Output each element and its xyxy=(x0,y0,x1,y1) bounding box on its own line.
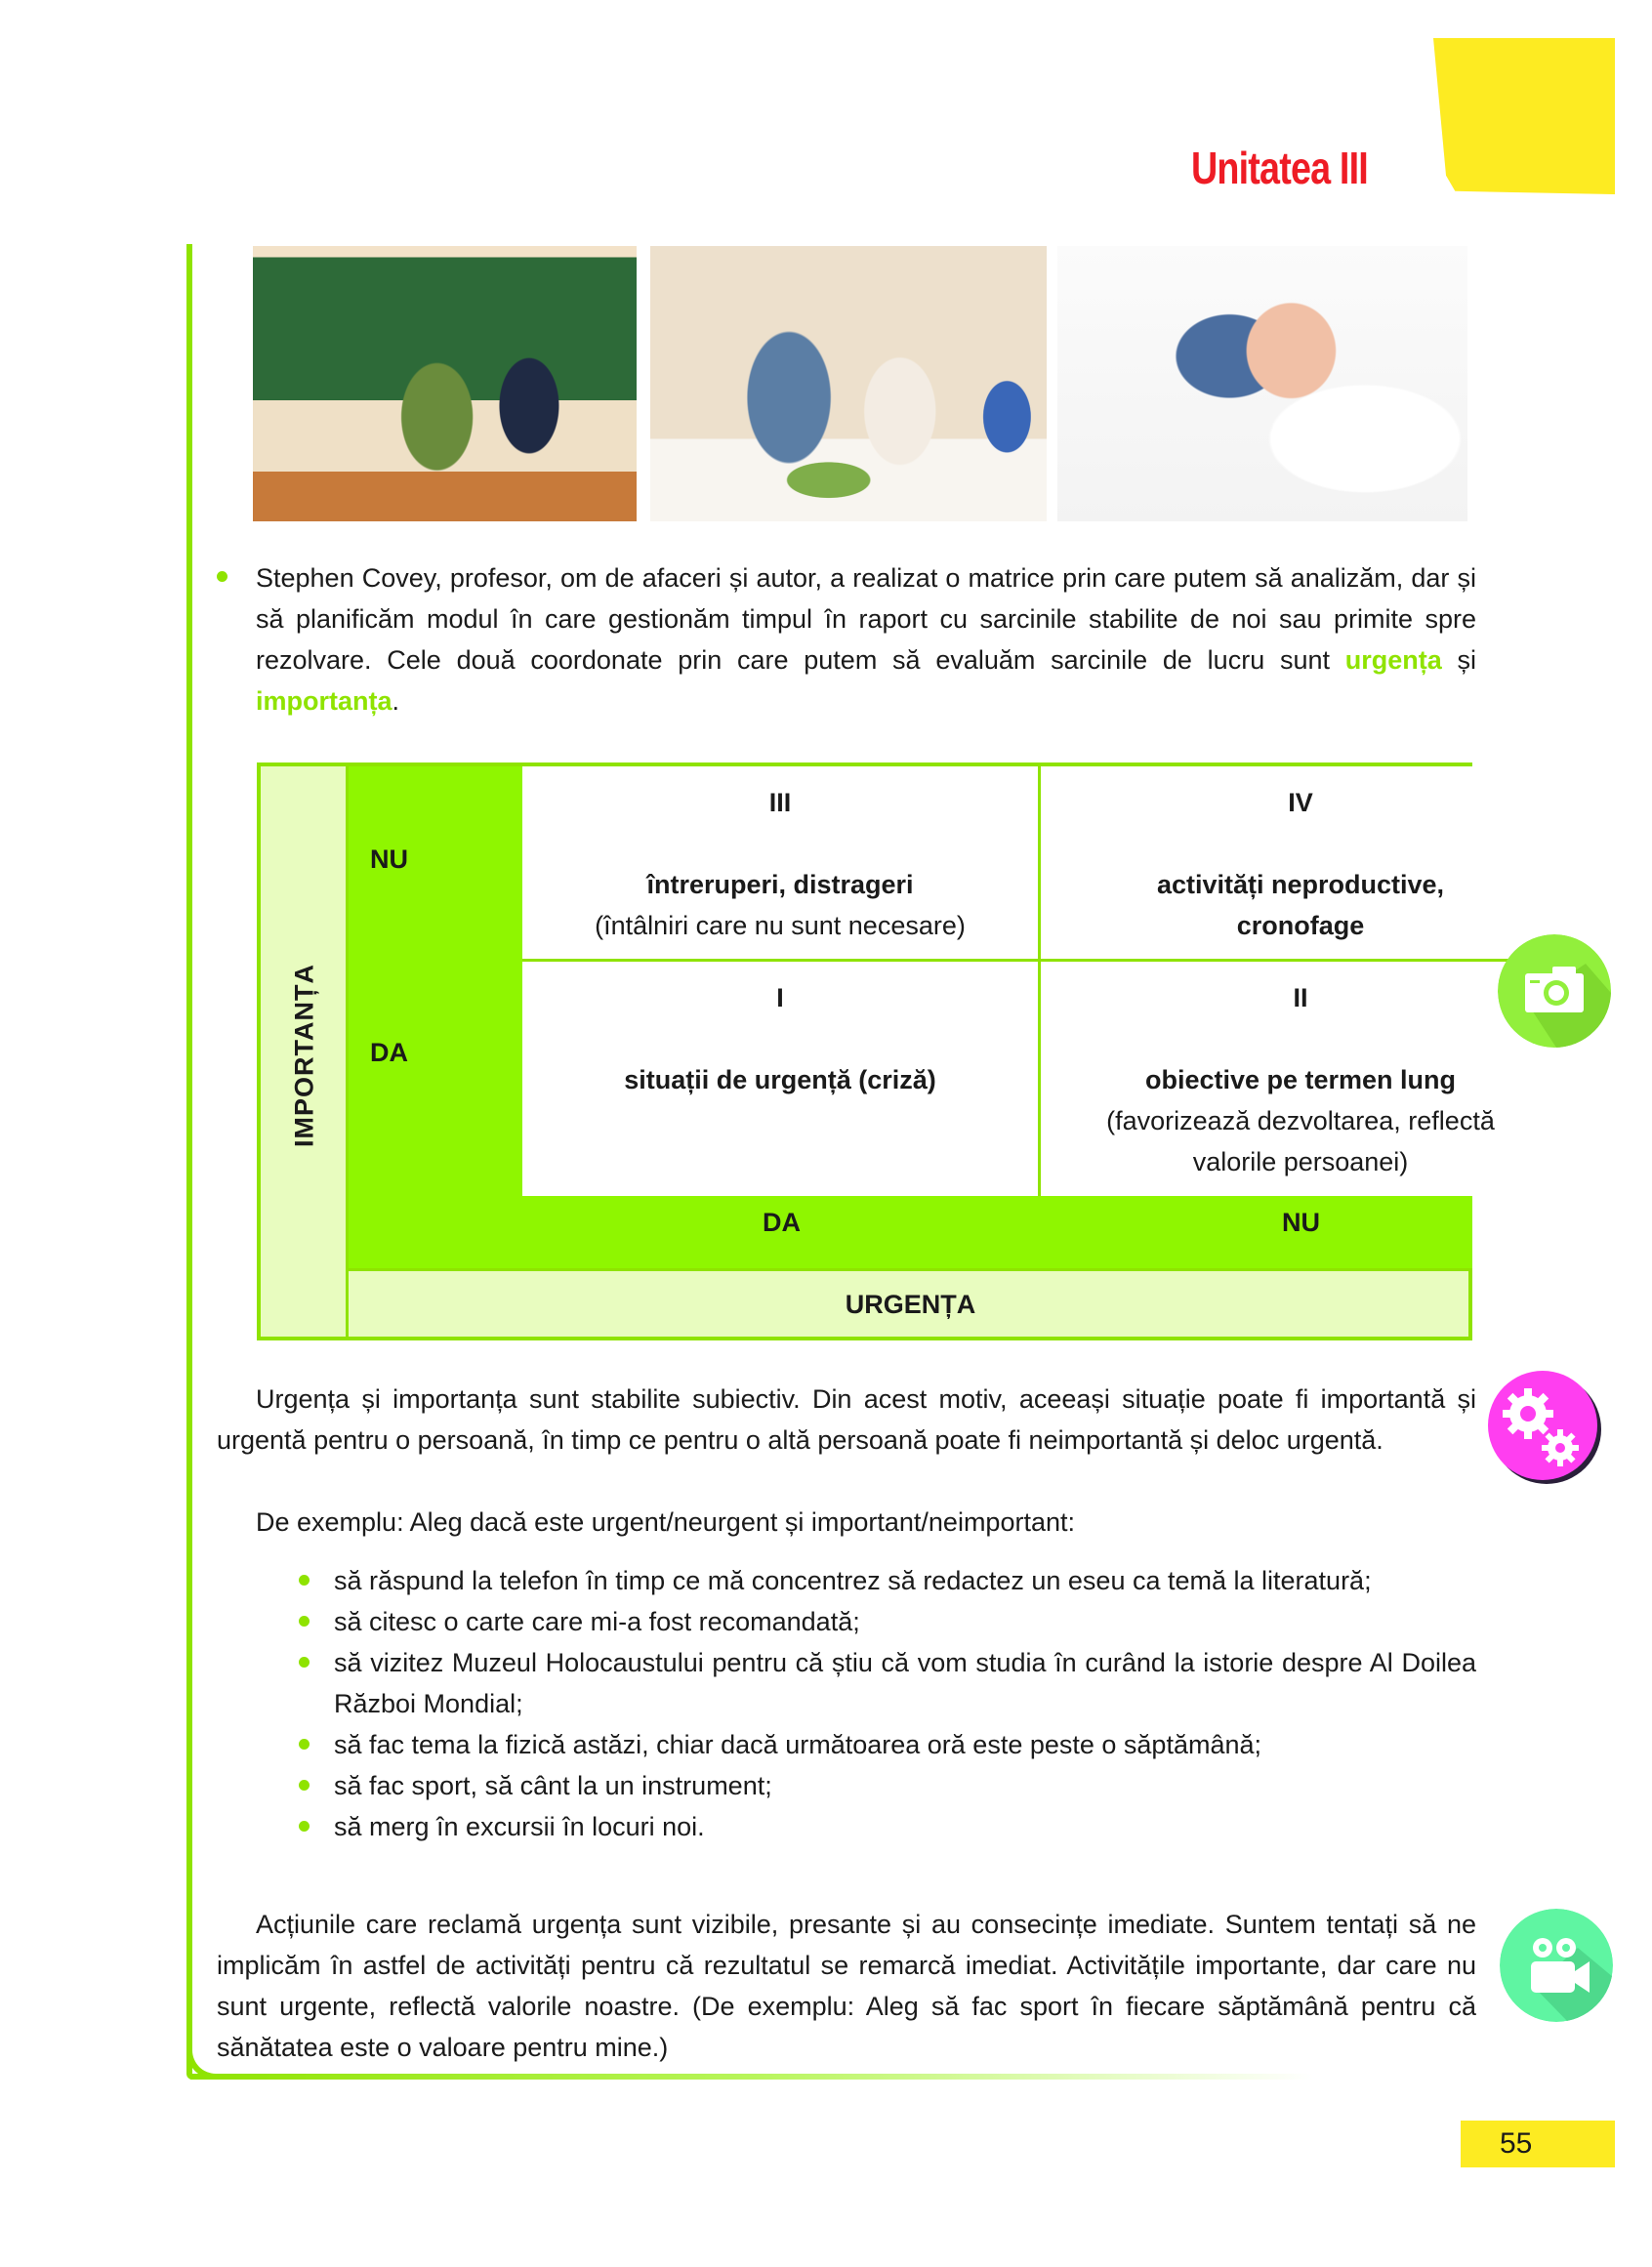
list-item: să fac tema la fizică astăzi, chiar dacă următoarea oră este peste o săptămână; xyxy=(291,1724,1476,1765)
matrix-grid xyxy=(522,766,1560,1196)
quadrant-ii: II obiective pe termen lung (favorizează dezvoltarea, reflectă valorile persoanei) xyxy=(1106,983,1495,1176)
paragraph-example-intro: De exemplu: Aleg dacă este urgent/neurgent și important/neimportant: xyxy=(256,1507,1075,1537)
bullet-icon xyxy=(299,1616,310,1627)
intro-paragraph: Stephen Covey, profesor, om de afaceri și autor, a realizat o matrice prin care putem să analizăm, dar și să planificăm modul în care gestionăm timpul în raport cu sarcinile stabilite de noi sau primite spre rezolvare. Cele două coordonate prin care putem să evaluăm sarcinile de lucru sunt urgența și importanța. xyxy=(217,557,1476,721)
list-item: să răspund la telefon în timp ce mă concentrez să redactez un eseu ca temă la literatură; xyxy=(291,1560,1476,1601)
bullet-icon xyxy=(299,1821,310,1832)
bullet-icon xyxy=(299,1780,310,1791)
gears-icon[interactable] xyxy=(1484,1367,1605,1488)
quadrant-iv: IV activități neproductive, cronofage xyxy=(1041,766,1560,962)
matrix-label-band xyxy=(349,766,1495,1268)
importance-axis-label: IMPORTANȚA xyxy=(289,964,319,1147)
list-item: să vizitez Muzeul Holocaustului pentru că știu că vom studia în curând la istorie despre Al Doilea Război Mondial; xyxy=(291,1642,1476,1724)
highlight-importance: importanța xyxy=(256,686,392,716)
page-frame-left xyxy=(186,244,192,2080)
column-label-nu: NU xyxy=(1282,1208,1320,1237)
urgency-axis-label: URGENȚA xyxy=(349,1268,1472,1340)
list-item: să merg în excursii în locuri noi. xyxy=(291,1806,1476,1847)
paragraph-urgent-actions: Acțiunile care reclamă urgența sunt vizibile, presante și au consecințe imediate. Suntem tentați să ne implicăm în astfel de activități pentru că rezultatul se remarcă imediat. Activitățile importante, dar care nu sunt urgente, reflectă valorile noastre. (De exemplu: Aleg să fac sport în fiecare săptămână pentru că sănătatea este o valoare pentru mine.) xyxy=(217,1910,1476,2062)
unit-title: Unitatea III xyxy=(1191,143,1368,193)
video-camera-icon[interactable] xyxy=(1500,1909,1613,2022)
importance-axis xyxy=(261,766,349,1337)
row-label-da: DA xyxy=(370,1038,408,1067)
unit-tab-decoration xyxy=(1433,38,1615,194)
page-number: 55 xyxy=(1461,2121,1615,2167)
column-label-da: DA xyxy=(763,1208,801,1237)
bullet-icon xyxy=(299,1575,310,1586)
page-frame-bottom xyxy=(190,2074,1313,2080)
quadrant-iii: III întreruperi, distrageri (întâlniri care nu sunt necesare) xyxy=(522,766,1041,962)
list-item: să fac sport, să cânt la un instrument; xyxy=(291,1765,1476,1806)
camera-icon[interactable] xyxy=(1498,934,1611,1048)
list-item: să citesc o carte care mi-a fost recomandată; xyxy=(291,1601,1476,1642)
classroom-photo xyxy=(253,246,637,521)
family-meal-photo xyxy=(650,246,1047,521)
bullet-icon xyxy=(217,571,227,582)
examples-list xyxy=(291,1560,1476,1847)
sleeping-child-photo xyxy=(1057,246,1467,521)
covey-matrix xyxy=(257,763,1495,1340)
row-label-nu: NU xyxy=(370,845,408,874)
paragraph-subjective: Urgența și importanța sunt stabilite subiectiv. Din acest motiv, aceeași situație poate fi importantă și urgentă pentru o persoană, în timp ce pentru o altă persoană poate fi neimportantă și deloc urgentă. xyxy=(217,1384,1476,1455)
bullet-icon xyxy=(299,1657,310,1668)
highlight-urgency: urgența xyxy=(1344,645,1442,675)
quadrant-i: I situații de urgență (criză) xyxy=(522,962,1041,1196)
bullet-icon xyxy=(299,1739,310,1750)
